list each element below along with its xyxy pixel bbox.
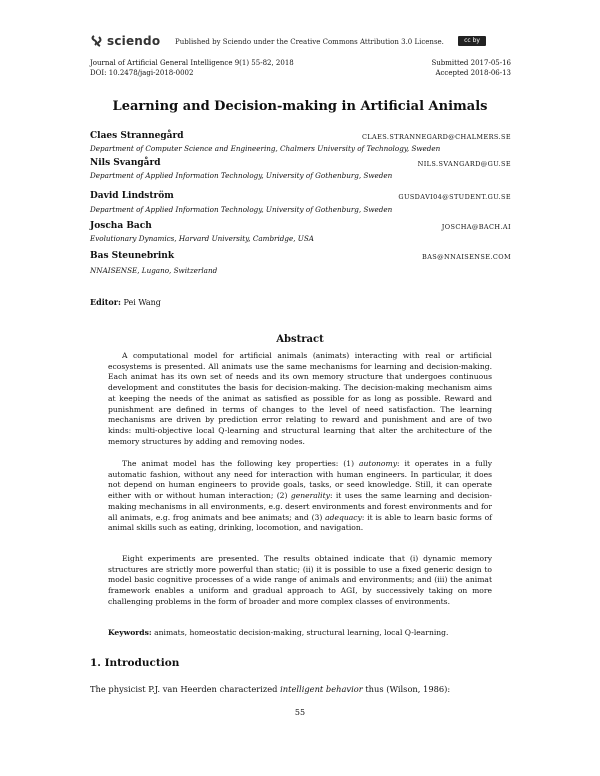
keywords-line	[108, 628, 492, 637]
license-text: Published by Sciendo under the Creative Commons Attribution 3.0 License.	[175, 38, 444, 46]
abstract-paragraph: Eight experiments are presented. The results obtained indicate that (i) dynamic memory structures are strictly more powerful than static; (ii) it is possible to use a fixed generic design to model basic cognitive processes of a wide range of animals and environments; and (iii) the animat framework enables a uniform and gradual approach to AGI, by successively taking on more challenging problems in the form of broader and more complex classes of environments.	[108, 554, 492, 606]
keywords-label: Keywords:	[108, 628, 152, 637]
author-name: Nils Svangård	[90, 158, 161, 168]
section-title: Introduction	[104, 657, 180, 669]
publisher-name: sciendo	[107, 34, 161, 48]
editor-label: Editor:	[90, 297, 121, 307]
keywords: animats, homeostatic decision-making, structural learning, local Q-learning.	[154, 628, 449, 637]
author-affiliation: NNAISENSE, Lugano, Switzerland	[90, 266, 218, 275]
abstract-paragraph: A computational model for artificial animals (animats) interacting with real or artificial ecosystems is presented. All animats use the same mechanisms for learning and decision-making. Each animat has its own set of needs and its own memory structure that undergoes continuous development and constitutes the basis for decision-making. The decision-making mechanism aims at keeping the needs of the animat as satisfied as possible for as long as possible. Reward and punishment are defined in terms of changes to the level of need satisfaction. The learning mechanisms are driven by prediction error relating to reward and punishment and are of two kinds: multi-objective local Q-learning and structural learning that alter the architecture of the memory structures by adding and removing nodes.	[108, 351, 492, 446]
doi: DOI: 10.2478/jagi-2018-0002	[90, 69, 194, 77]
author-affiliation: Department of Applied Information Technology, University of Gothenburg, Sweden	[90, 171, 393, 180]
author-affiliation: Evolutionary Dynamics, Harvard University, Cambridge, USA	[90, 234, 314, 243]
author-email[interactable]: BAS@NNAISENSE.COM	[422, 253, 511, 261]
sciendo-logo	[90, 32, 160, 50]
abstract-text: : it uses the same learning and decision-making mechanisms in all environments, e.g. desert environments and forest environments and for all animats, e.g. frog animats and bee animats; and (3)	[108, 491, 492, 522]
section-number: 1.	[90, 657, 101, 669]
journal-citation: Journal of Artificial General Intelligence 9(1) 55-82, 2018	[90, 59, 294, 67]
abstract-text: : it operates in a fully automatic fashion, without any need for interaction with human engineers. In particular, it does not depend on human engineers to provide goals, tasks, or seed knowledge. Still, it can operate either with or without human interaction; (2)	[108, 459, 492, 501]
cc-license-badge: cc by	[458, 36, 486, 46]
abstract-paragraph	[108, 459, 492, 534]
author-email[interactable]: NILS.SVANGARD@GU.SE	[417, 160, 511, 168]
intro-text: The physicist P.J. van Heerden characterized	[90, 684, 281, 694]
submitted-date: Submitted 2017-05-16	[431, 59, 511, 67]
editor-line	[90, 297, 161, 307]
page-number: 55	[294, 708, 306, 717]
intro-text: thus (Wilson, 1986):	[362, 684, 451, 694]
section-heading	[90, 657, 179, 669]
abstract-term: adequacy	[325, 512, 362, 522]
author-name: Joscha Bach	[90, 221, 152, 231]
author-email[interactable]: JOSCHA@BACH.AI	[441, 223, 511, 231]
author-name: David Lindström	[90, 191, 174, 201]
abstract-heading: Abstract	[276, 334, 324, 345]
abstract-term: generality	[290, 491, 330, 501]
editor-name: Pei Wang	[123, 298, 161, 307]
sciendo-logo-icon	[90, 34, 104, 48]
abstract-text: : it is able to learn basic forms of animal skills such as eating, drinking, locomotion, and navigation.	[108, 512, 492, 533]
intro-term: intelligent behavior	[280, 684, 363, 694]
intro-paragraph	[90, 684, 450, 694]
paper-title: Learning and Decision-making in Artificial Animals	[112, 99, 488, 114]
author-name: Claes Strannegård	[90, 131, 184, 141]
author-email[interactable]: GUSDAVI04@STUDENT.GU.SE	[398, 193, 511, 201]
abstract-term: autonomy	[359, 459, 397, 468]
author-affiliation: Department of Computer Science and Engineering, Chalmers University of Technology, Sweden	[90, 144, 441, 153]
accepted-date: Accepted 2018-06-13	[435, 69, 511, 77]
abstract-text: The animat model has the following key properties: (1)	[122, 459, 359, 468]
author-name: Bas Steunebrink	[90, 251, 175, 261]
author-affiliation: Department of Applied Information Technology, University of Gothenburg, Sweden	[90, 205, 393, 214]
author-email[interactable]: CLAES.STRANNEGARD@CHALMERS.SE	[361, 133, 511, 141]
